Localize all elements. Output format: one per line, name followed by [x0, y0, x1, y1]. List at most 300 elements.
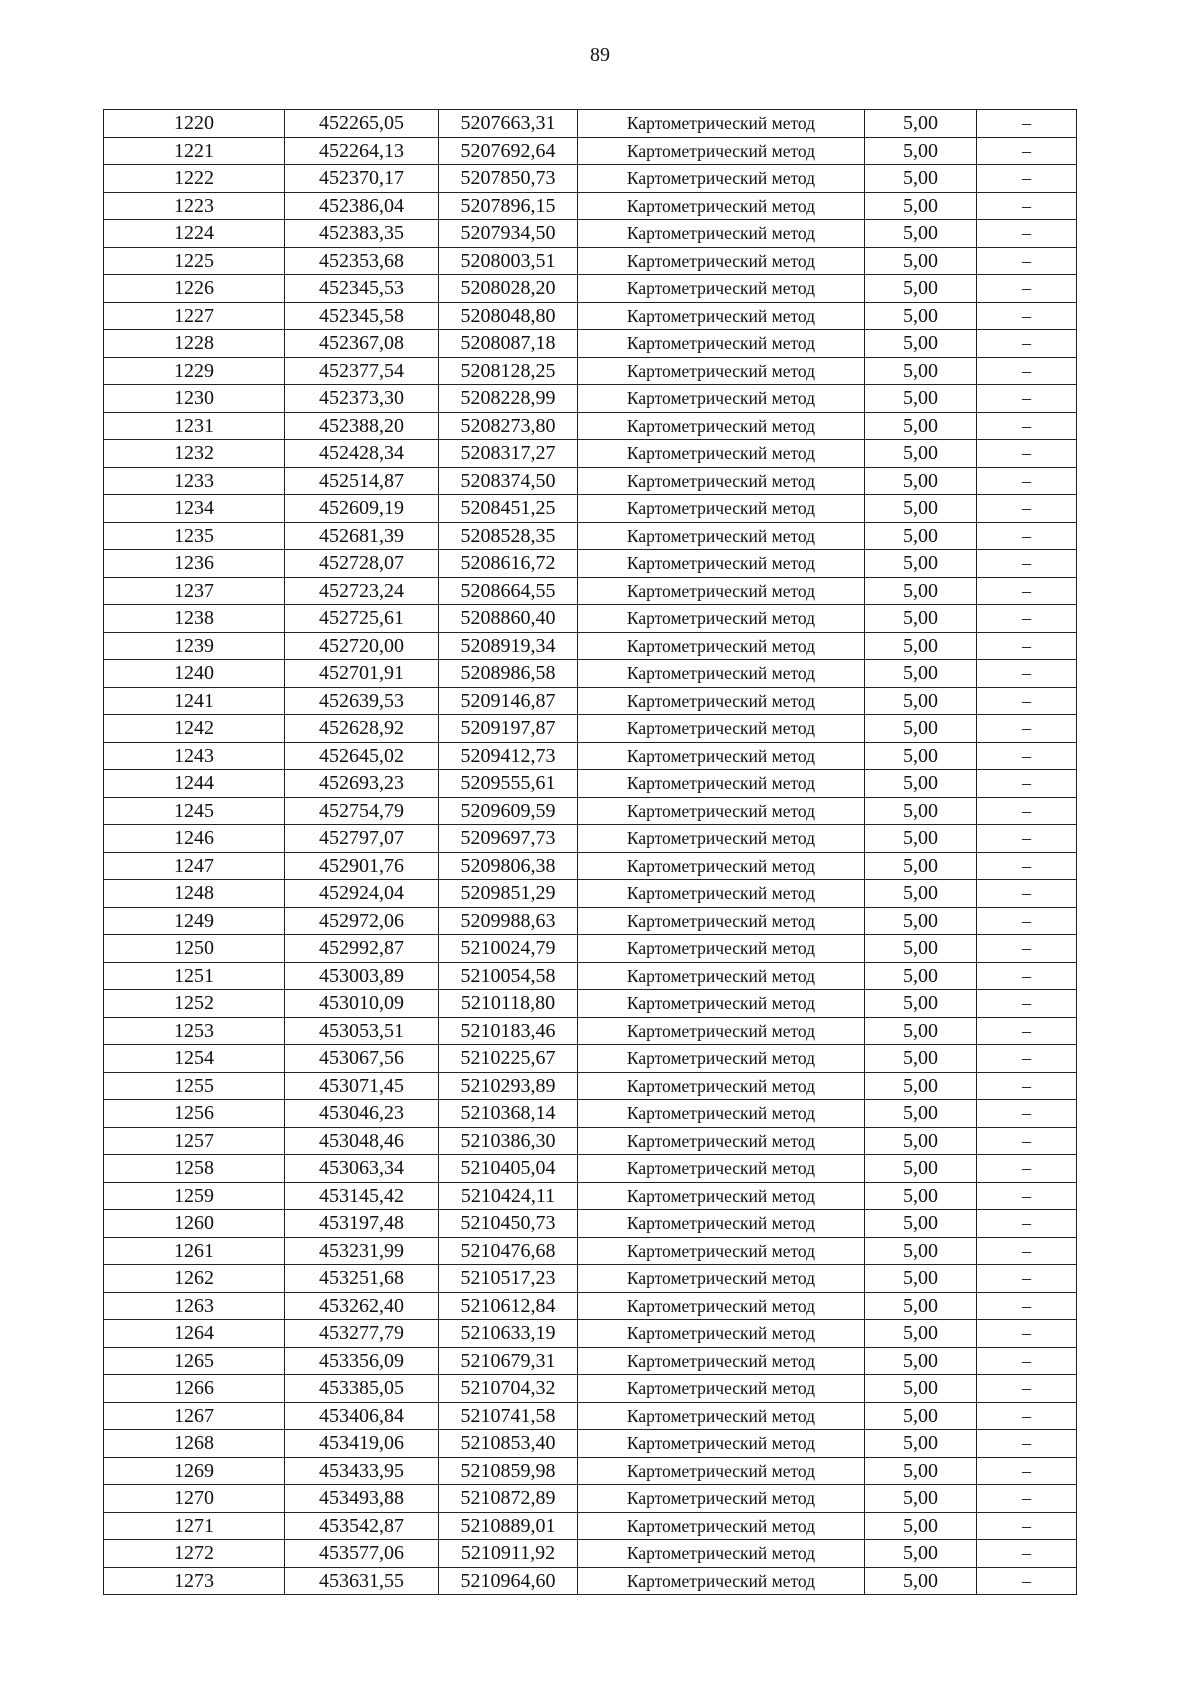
x-coordinate-cell: 452353,68 [285, 247, 439, 275]
accuracy-cell: 5,00 [865, 330, 977, 358]
note-cell: – [977, 220, 1077, 248]
point-number-cell: 1220 [104, 110, 285, 138]
y-coordinate-cell: 5210911,92 [439, 1540, 578, 1568]
table-row [104, 412, 1077, 440]
note-cell: – [977, 1182, 1077, 1210]
table-row [104, 467, 1077, 495]
y-coordinate-cell: 5209197,87 [439, 715, 578, 743]
point-number-cell: 1229 [104, 357, 285, 385]
note-cell: – [977, 330, 1077, 358]
accuracy-cell: 5,00 [865, 1457, 977, 1485]
note-cell: – [977, 1430, 1077, 1458]
note-cell: – [977, 1485, 1077, 1513]
y-coordinate-cell: 5210450,73 [439, 1210, 578, 1238]
method-cell: Картометрический метод [578, 165, 865, 193]
table-row [104, 302, 1077, 330]
x-coordinate-cell: 452693,23 [285, 770, 439, 798]
accuracy-cell: 5,00 [865, 275, 977, 303]
point-number-cell: 1252 [104, 990, 285, 1018]
x-coordinate-cell: 452609,19 [285, 495, 439, 523]
y-coordinate-cell: 5210741,58 [439, 1402, 578, 1430]
x-coordinate-cell: 453251,68 [285, 1265, 439, 1293]
accuracy-cell: 5,00 [865, 1237, 977, 1265]
accuracy-cell: 5,00 [865, 1292, 977, 1320]
note-cell: – [977, 495, 1077, 523]
x-coordinate-cell: 453433,95 [285, 1457, 439, 1485]
table-row [104, 522, 1077, 550]
x-coordinate-cell: 452428,34 [285, 440, 439, 468]
x-coordinate-cell: 452754,79 [285, 797, 439, 825]
note-cell: – [977, 550, 1077, 578]
x-coordinate-cell: 452701,91 [285, 660, 439, 688]
table-row [104, 1512, 1077, 1540]
note-cell: – [977, 1375, 1077, 1403]
x-coordinate-cell: 453631,55 [285, 1567, 439, 1595]
note-cell: – [977, 1402, 1077, 1430]
accuracy-cell: 5,00 [865, 247, 977, 275]
table-row [104, 137, 1077, 165]
table-row [104, 357, 1077, 385]
point-number-cell: 1222 [104, 165, 285, 193]
point-number-cell: 1234 [104, 495, 285, 523]
method-cell: Картометрический метод [578, 440, 865, 468]
method-cell: Картометрический метод [578, 1375, 865, 1403]
note-cell: – [977, 1292, 1077, 1320]
point-number-cell: 1236 [104, 550, 285, 578]
note-cell: – [977, 1155, 1077, 1183]
note-cell: – [977, 1540, 1077, 1568]
method-cell: Картометрический метод [578, 770, 865, 798]
accuracy-cell: 5,00 [865, 192, 977, 220]
x-coordinate-cell: 452725,61 [285, 605, 439, 633]
method-cell: Картометрический метод [578, 935, 865, 963]
y-coordinate-cell: 5210633,19 [439, 1320, 578, 1348]
note-cell: – [977, 962, 1077, 990]
method-cell: Картометрический метод [578, 660, 865, 688]
point-number-cell: 1262 [104, 1265, 285, 1293]
y-coordinate-cell: 5210964,60 [439, 1567, 578, 1595]
y-coordinate-cell: 5208860,40 [439, 605, 578, 633]
point-number-cell: 1248 [104, 880, 285, 908]
x-coordinate-cell: 452720,00 [285, 632, 439, 660]
accuracy-cell: 5,00 [865, 1155, 977, 1183]
accuracy-cell: 5,00 [865, 852, 977, 880]
y-coordinate-cell: 5210386,30 [439, 1127, 578, 1155]
x-coordinate-cell: 452723,24 [285, 577, 439, 605]
method-cell: Картометрический метод [578, 1430, 865, 1458]
point-number-cell: 1254 [104, 1045, 285, 1073]
note-cell: – [977, 137, 1077, 165]
note-cell: – [977, 632, 1077, 660]
note-cell: – [977, 275, 1077, 303]
point-number-cell: 1228 [104, 330, 285, 358]
method-cell: Картометрический метод [578, 1540, 865, 1568]
y-coordinate-cell: 5207850,73 [439, 165, 578, 193]
note-cell: – [977, 687, 1077, 715]
accuracy-cell: 5,00 [865, 715, 977, 743]
y-coordinate-cell: 5210679,31 [439, 1347, 578, 1375]
x-coordinate-cell: 452388,20 [285, 412, 439, 440]
table-row [104, 165, 1077, 193]
table-row [104, 110, 1077, 138]
accuracy-cell: 5,00 [865, 1072, 977, 1100]
method-cell: Картометрический метод [578, 687, 865, 715]
method-cell: Картометрический метод [578, 137, 865, 165]
method-cell: Картометрический метод [578, 577, 865, 605]
table-row [104, 742, 1077, 770]
method-cell: Картометрический метод [578, 1485, 865, 1513]
x-coordinate-cell: 453493,88 [285, 1485, 439, 1513]
accuracy-cell: 5,00 [865, 605, 977, 633]
point-number-cell: 1272 [104, 1540, 285, 1568]
x-coordinate-cell: 453577,06 [285, 1540, 439, 1568]
x-coordinate-cell: 453262,40 [285, 1292, 439, 1320]
x-coordinate-cell: 453197,48 [285, 1210, 439, 1238]
method-cell: Картометрический метод [578, 522, 865, 550]
table-row [104, 852, 1077, 880]
point-number-cell: 1241 [104, 687, 285, 715]
x-coordinate-cell: 452345,58 [285, 302, 439, 330]
accuracy-cell: 5,00 [865, 770, 977, 798]
table-row [104, 385, 1077, 413]
point-number-cell: 1225 [104, 247, 285, 275]
y-coordinate-cell: 5208919,34 [439, 632, 578, 660]
accuracy-cell: 5,00 [865, 165, 977, 193]
x-coordinate-cell: 452370,17 [285, 165, 439, 193]
note-cell: – [977, 935, 1077, 963]
note-cell: – [977, 605, 1077, 633]
point-number-cell: 1257 [104, 1127, 285, 1155]
x-coordinate-cell: 452645,02 [285, 742, 439, 770]
point-number-cell: 1253 [104, 1017, 285, 1045]
y-coordinate-cell: 5210872,89 [439, 1485, 578, 1513]
table-row [104, 962, 1077, 990]
y-coordinate-cell: 5210424,11 [439, 1182, 578, 1210]
point-number-cell: 1232 [104, 440, 285, 468]
note-cell: – [977, 770, 1077, 798]
y-coordinate-cell: 5210293,89 [439, 1072, 578, 1100]
point-number-cell: 1240 [104, 660, 285, 688]
x-coordinate-cell: 453145,42 [285, 1182, 439, 1210]
accuracy-cell: 5,00 [865, 1347, 977, 1375]
y-coordinate-cell: 5209806,38 [439, 852, 578, 880]
point-number-cell: 1273 [104, 1567, 285, 1595]
y-coordinate-cell: 5209609,59 [439, 797, 578, 825]
note-cell: – [977, 1017, 1077, 1045]
x-coordinate-cell: 452728,07 [285, 550, 439, 578]
note-cell: – [977, 1072, 1077, 1100]
note-cell: – [977, 412, 1077, 440]
x-coordinate-cell: 452514,87 [285, 467, 439, 495]
method-cell: Картометрический метод [578, 1045, 865, 1073]
y-coordinate-cell: 5207896,15 [439, 192, 578, 220]
note-cell: – [977, 852, 1077, 880]
table-row [104, 1210, 1077, 1238]
point-number-cell: 1247 [104, 852, 285, 880]
accuracy-cell: 5,00 [865, 357, 977, 385]
method-cell: Картометрический метод [578, 1237, 865, 1265]
point-number-cell: 1271 [104, 1512, 285, 1540]
method-cell: Картометрический метод [578, 825, 865, 853]
y-coordinate-cell: 5210054,58 [439, 962, 578, 990]
table-row [104, 1567, 1077, 1595]
x-coordinate-cell: 452639,53 [285, 687, 439, 715]
accuracy-cell: 5,00 [865, 1100, 977, 1128]
accuracy-cell: 5,00 [865, 990, 977, 1018]
note-cell: – [977, 907, 1077, 935]
accuracy-cell: 5,00 [865, 440, 977, 468]
method-cell: Картометрический метод [578, 1127, 865, 1155]
accuracy-cell: 5,00 [865, 385, 977, 413]
x-coordinate-cell: 453067,56 [285, 1045, 439, 1073]
accuracy-cell: 5,00 [865, 1402, 977, 1430]
x-coordinate-cell: 452264,13 [285, 137, 439, 165]
x-coordinate-cell: 452901,76 [285, 852, 439, 880]
point-number-cell: 1243 [104, 742, 285, 770]
x-coordinate-cell: 453071,45 [285, 1072, 439, 1100]
x-coordinate-cell: 453053,51 [285, 1017, 439, 1045]
y-coordinate-cell: 5208128,25 [439, 357, 578, 385]
y-coordinate-cell: 5210024,79 [439, 935, 578, 963]
method-cell: Картометрический метод [578, 1567, 865, 1595]
method-cell: Картометрический метод [578, 550, 865, 578]
note-cell: – [977, 522, 1077, 550]
method-cell: Картометрический метод [578, 302, 865, 330]
method-cell: Картометрический метод [578, 1347, 865, 1375]
point-number-cell: 1250 [104, 935, 285, 963]
y-coordinate-cell: 5208374,50 [439, 467, 578, 495]
table-row [104, 440, 1077, 468]
point-number-cell: 1270 [104, 1485, 285, 1513]
y-coordinate-cell: 5208087,18 [439, 330, 578, 358]
y-coordinate-cell: 5208048,80 [439, 302, 578, 330]
accuracy-cell: 5,00 [865, 962, 977, 990]
accuracy-cell: 5,00 [865, 1265, 977, 1293]
accuracy-cell: 5,00 [865, 935, 977, 963]
point-number-cell: 1233 [104, 467, 285, 495]
x-coordinate-cell: 452924,04 [285, 880, 439, 908]
point-number-cell: 1245 [104, 797, 285, 825]
table-row [104, 1100, 1077, 1128]
note-cell: – [977, 825, 1077, 853]
x-coordinate-cell: 453542,87 [285, 1512, 439, 1540]
note-cell: – [977, 715, 1077, 743]
table-row [104, 1127, 1077, 1155]
accuracy-cell: 5,00 [865, 220, 977, 248]
method-cell: Картометрический метод [578, 1512, 865, 1540]
y-coordinate-cell: 5208664,55 [439, 577, 578, 605]
method-cell: Картометрический метод [578, 1457, 865, 1485]
x-coordinate-cell: 452373,30 [285, 385, 439, 413]
x-coordinate-cell: 452681,39 [285, 522, 439, 550]
table-row [104, 1375, 1077, 1403]
accuracy-cell: 5,00 [865, 137, 977, 165]
point-number-cell: 1226 [104, 275, 285, 303]
point-number-cell: 1244 [104, 770, 285, 798]
note-cell: – [977, 165, 1077, 193]
x-coordinate-cell: 452992,87 [285, 935, 439, 963]
table-row [104, 1045, 1077, 1073]
note-cell: – [977, 1320, 1077, 1348]
point-number-cell: 1242 [104, 715, 285, 743]
accuracy-cell: 5,00 [865, 797, 977, 825]
point-number-cell: 1263 [104, 1292, 285, 1320]
y-coordinate-cell: 5208528,35 [439, 522, 578, 550]
method-cell: Картометрический метод [578, 330, 865, 358]
point-number-cell: 1246 [104, 825, 285, 853]
y-coordinate-cell: 5210476,68 [439, 1237, 578, 1265]
point-number-cell: 1239 [104, 632, 285, 660]
y-coordinate-cell: 5208028,20 [439, 275, 578, 303]
table-row [104, 825, 1077, 853]
page-number: 89 [590, 44, 610, 66]
table-row [104, 1457, 1077, 1485]
x-coordinate-cell: 453385,05 [285, 1375, 439, 1403]
y-coordinate-cell: 5210118,80 [439, 990, 578, 1018]
y-coordinate-cell: 5207692,64 [439, 137, 578, 165]
point-number-cell: 1230 [104, 385, 285, 413]
point-number-cell: 1260 [104, 1210, 285, 1238]
accuracy-cell: 5,00 [865, 880, 977, 908]
table-row [104, 1540, 1077, 1568]
method-cell: Картометрический метод [578, 1155, 865, 1183]
x-coordinate-cell: 453419,06 [285, 1430, 439, 1458]
y-coordinate-cell: 5207663,31 [439, 110, 578, 138]
y-coordinate-cell: 5210225,67 [439, 1045, 578, 1073]
table-row [104, 1265, 1077, 1293]
point-number-cell: 1256 [104, 1100, 285, 1128]
y-coordinate-cell: 5208451,25 [439, 495, 578, 523]
x-coordinate-cell: 453277,79 [285, 1320, 439, 1348]
table-row [104, 797, 1077, 825]
x-coordinate-cell: 453231,99 [285, 1237, 439, 1265]
note-cell: – [977, 1210, 1077, 1238]
note-cell: – [977, 1347, 1077, 1375]
table-row [104, 220, 1077, 248]
method-cell: Картометрический метод [578, 247, 865, 275]
table-row [104, 1347, 1077, 1375]
note-cell: – [977, 1512, 1077, 1540]
point-number-cell: 1264 [104, 1320, 285, 1348]
y-coordinate-cell: 5208228,99 [439, 385, 578, 413]
accuracy-cell: 5,00 [865, 110, 977, 138]
accuracy-cell: 5,00 [865, 1320, 977, 1348]
method-cell: Картометрический метод [578, 467, 865, 495]
table-row [104, 1320, 1077, 1348]
x-coordinate-cell: 453003,89 [285, 962, 439, 990]
x-coordinate-cell: 453048,46 [285, 1127, 439, 1155]
accuracy-cell: 5,00 [865, 495, 977, 523]
x-coordinate-cell: 453046,23 [285, 1100, 439, 1128]
note-cell: – [977, 385, 1077, 413]
method-cell: Картометрический метод [578, 742, 865, 770]
table-row [104, 577, 1077, 605]
table-row [104, 247, 1077, 275]
method-cell: Картометрический метод [578, 385, 865, 413]
accuracy-cell: 5,00 [865, 302, 977, 330]
note-cell: – [977, 1045, 1077, 1073]
table-row [104, 275, 1077, 303]
method-cell: Картометрический метод [578, 357, 865, 385]
coordinates-table [103, 109, 1077, 1595]
method-cell: Картометрический метод [578, 605, 865, 633]
method-cell: Картометрический метод [578, 907, 865, 935]
method-cell: Картометрический метод [578, 495, 865, 523]
accuracy-cell: 5,00 [865, 1127, 977, 1155]
x-coordinate-cell: 452377,54 [285, 357, 439, 385]
accuracy-cell: 5,00 [865, 550, 977, 578]
table-row [104, 935, 1077, 963]
accuracy-cell: 5,00 [865, 907, 977, 935]
table-body [104, 110, 1077, 1595]
accuracy-cell: 5,00 [865, 1210, 977, 1238]
x-coordinate-cell: 452345,53 [285, 275, 439, 303]
method-cell: Картометрический метод [578, 1182, 865, 1210]
point-number-cell: 1266 [104, 1375, 285, 1403]
note-cell: – [977, 440, 1077, 468]
method-cell: Картометрический метод [578, 715, 865, 743]
method-cell: Картометрический метод [578, 962, 865, 990]
x-coordinate-cell: 452367,08 [285, 330, 439, 358]
table-row [104, 1155, 1077, 1183]
point-number-cell: 1224 [104, 220, 285, 248]
x-coordinate-cell: 453063,34 [285, 1155, 439, 1183]
point-number-cell: 1223 [104, 192, 285, 220]
note-cell: – [977, 577, 1077, 605]
note-cell: – [977, 660, 1077, 688]
table-row [104, 770, 1077, 798]
accuracy-cell: 5,00 [865, 577, 977, 605]
y-coordinate-cell: 5208003,51 [439, 247, 578, 275]
table-row [104, 1182, 1077, 1210]
note-cell: – [977, 990, 1077, 1018]
note-cell: – [977, 302, 1077, 330]
y-coordinate-cell: 5209146,87 [439, 687, 578, 715]
accuracy-cell: 5,00 [865, 522, 977, 550]
table-row [104, 715, 1077, 743]
note-cell: – [977, 247, 1077, 275]
method-cell: Картометрический метод [578, 632, 865, 660]
y-coordinate-cell: 5210368,14 [439, 1100, 578, 1128]
y-coordinate-cell: 5209851,29 [439, 880, 578, 908]
table-row [104, 907, 1077, 935]
y-coordinate-cell: 5210612,84 [439, 1292, 578, 1320]
point-number-cell: 1267 [104, 1402, 285, 1430]
table-row [104, 1485, 1077, 1513]
table-row [104, 990, 1077, 1018]
table-row [104, 495, 1077, 523]
y-coordinate-cell: 5210405,04 [439, 1155, 578, 1183]
note-cell: – [977, 467, 1077, 495]
point-number-cell: 1269 [104, 1457, 285, 1485]
y-coordinate-cell: 5207934,50 [439, 220, 578, 248]
note-cell: – [977, 880, 1077, 908]
table-row [104, 880, 1077, 908]
accuracy-cell: 5,00 [865, 1512, 977, 1540]
x-coordinate-cell: 452383,35 [285, 220, 439, 248]
y-coordinate-cell: 5210517,23 [439, 1265, 578, 1293]
y-coordinate-cell: 5208616,72 [439, 550, 578, 578]
point-number-cell: 1249 [104, 907, 285, 935]
table-row [104, 550, 1077, 578]
accuracy-cell: 5,00 [865, 1567, 977, 1595]
y-coordinate-cell: 5210853,40 [439, 1430, 578, 1458]
y-coordinate-cell: 5208273,80 [439, 412, 578, 440]
point-number-cell: 1259 [104, 1182, 285, 1210]
note-cell: – [977, 1265, 1077, 1293]
point-number-cell: 1268 [104, 1430, 285, 1458]
note-cell: – [977, 1457, 1077, 1485]
